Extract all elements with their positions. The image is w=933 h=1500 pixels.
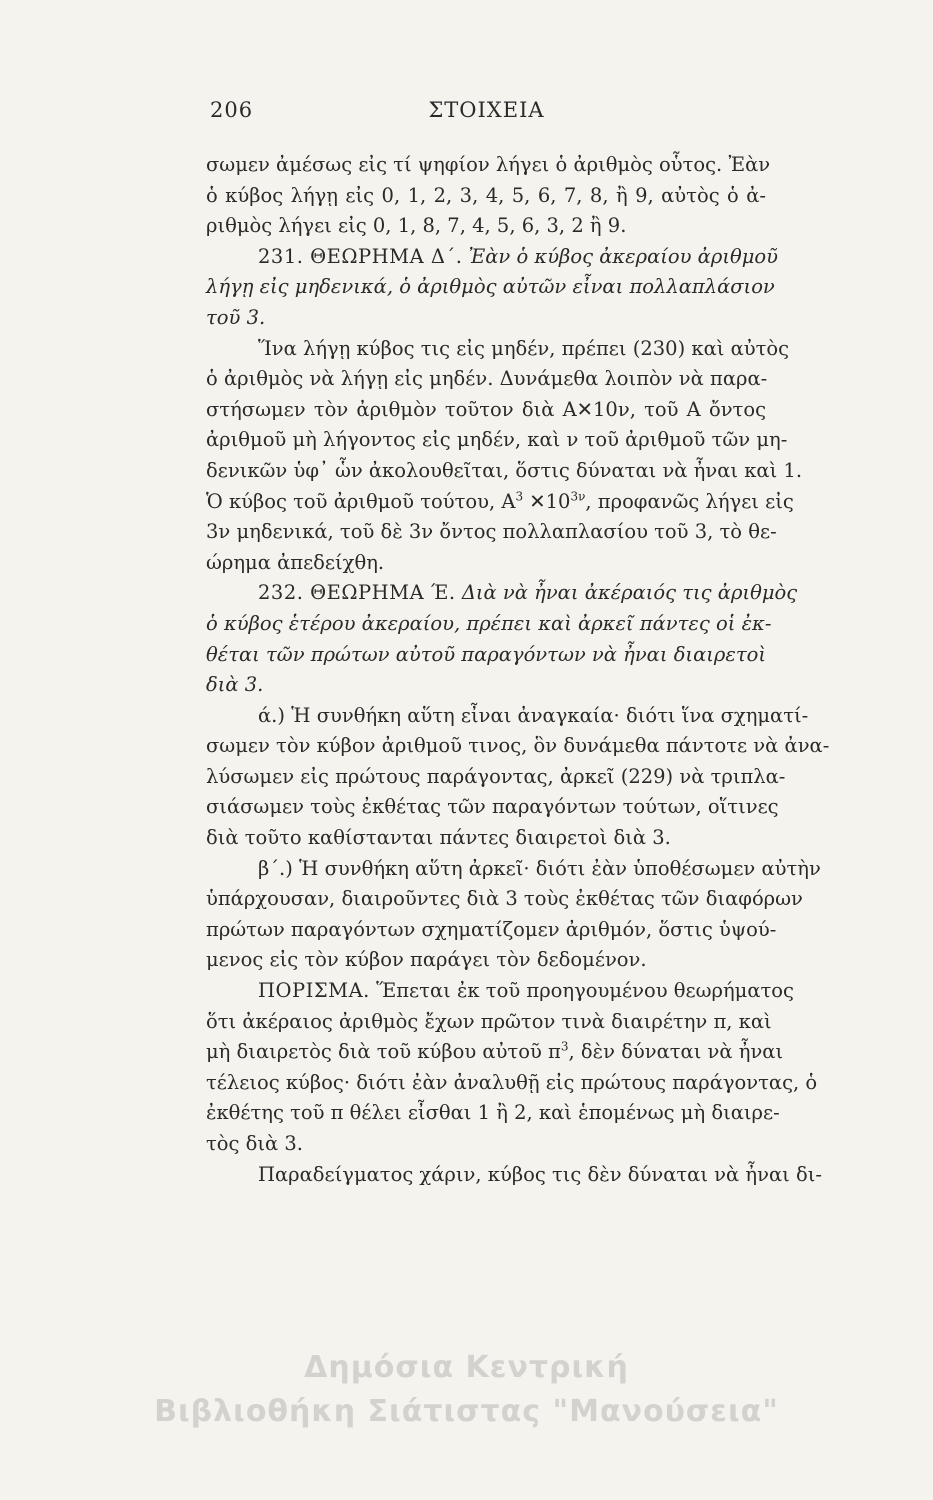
proof-b-line: β΄.) Ἡ συνθήκη αὕτη ἀρκεῖ· διότι ἐὰν ὑποθέσωμεν αὐτὴν	[258, 856, 821, 880]
proof-a-line: λύσωμεν εἰς πρώτους παράγοντας, ἀρκεῖ (229) νὰ τριπλα-	[206, 764, 786, 788]
proof-a-line: ά.) Ἡ συνθήκη αὕτη εἶναι ἀναγκαία· διότι ἵνα σχηματί-	[258, 703, 809, 727]
text-line: ὁ ἀριθμὸς νὰ λήγῃ εἰς μηδέν. Δυνάμεθα λοιπὸν νὰ παρα-	[206, 367, 768, 391]
text-segment: ✕10	[523, 489, 571, 513]
theorem-232-statement: Διὰ νὰ ἦναι ἀκέραιός τις ἀριθμὸς	[461, 581, 798, 605]
text-line: δενικῶν ὑφ᾽ ὧν ἀκολουθεῖται, ὅστις δύναται νὰ ἦναι καὶ 1.	[206, 458, 803, 482]
theorem-231-line: τοῦ 3.	[206, 305, 266, 329]
text-segment: μὴ διαιρετὸς διὰ τοῦ κύβου αὐτοῦ π	[206, 1040, 561, 1064]
watermark-line: Βιβλιοθήκη Σιάτιστας "Μανούσεια"	[154, 1394, 779, 1429]
text-line: Ἵνα λήγῃ κύβος τις εἰς μηδέν, πρέπει (230) καὶ αὐτὸς	[258, 336, 790, 360]
text-segment: , δὲν δύναται νὰ ἦναι	[568, 1040, 784, 1064]
page-number: 206	[210, 98, 254, 122]
running-title: ΣΤΟΙΧΕΙΑ	[428, 98, 545, 122]
watermark-line: Δημόσια Κεντρική	[304, 1350, 629, 1385]
text-line: στήσωμεν τὸν ἀριθμὸν τοῦτον διὰ Α✕10ν, τοῦ Α ὄντος	[206, 397, 766, 421]
theorem-232-line: ὁ κύβος ἑτέρου ἀκεραίου, πρέπει καὶ ἀρκεῖ πάντες οἱ ἐκ-	[206, 611, 772, 635]
theorem-232-heading: 232. ΘΕΩΡΗΜΑ Έ.	[258, 581, 456, 605]
exponent: 3ν	[570, 489, 586, 504]
text-line: ὁ κύβος λήγῃ εἰς 0, 1, 2, 3, 4, 5, 6, 7, 8, ἢ 9, αὐτὸς ὁ ἀ-	[206, 183, 766, 207]
theorem-231-line: λήγῃ εἰς μηδενικά, ὁ ἀριθμὸς αὐτῶν εἶναι πολλαπλάσιον	[206, 275, 775, 299]
text-line-formula	[206, 487, 794, 518]
text-line: ώρημα ἀπεδείχθη.	[206, 550, 385, 574]
corollary-line-formula	[206, 1037, 784, 1068]
proof-a-line: σιάσωμεν τοὺς ἐκθέτας τῶν παραγόντων τούτων, οἵτινες	[206, 795, 779, 819]
corollary-line: ὅτι ἀκέραιος ἀριθμὸς ἔχων πρῶτον τινὰ διαιρέτην π, καὶ	[206, 1009, 772, 1033]
proof-b-line: πρώτων παραγόντων σχηματίζομεν ἀριθμόν, ὅστις ὑψού-	[206, 917, 777, 941]
corollary-line: ἐκθέτης τοῦ π θέλει εἶσθαι 1 ἢ 2, καὶ ἑπομένως μὴ διαιρε-	[206, 1101, 780, 1125]
example-line: Παραδείγματος χάριν, κύβος τις δὲν δύναται νὰ ἦναι δι-	[258, 1162, 822, 1186]
theorem-231-heading: 231. ΘΕΩΡΗΜΑ Δ΄.	[258, 244, 463, 268]
corollary-line: τὸς διὰ 3.	[206, 1132, 304, 1155]
exponent: 3	[515, 489, 524, 504]
corollary	[206, 976, 794, 1007]
theorem-232-line: διὰ 3.	[206, 673, 264, 697]
text-line: 3ν μηδενικά, τοῦ δὲ 3ν ὄντος πολλαπλασίου τοῦ 3, τὸ θε-	[206, 520, 777, 544]
exponent: 3	[560, 1039, 569, 1054]
text-segment: , προφανῶς λήγει εἰς	[585, 489, 794, 513]
proof-b-line: ὑπάρχουσαν, διαιροῦντες διὰ 3 τοὺς ἐκθέτας τῶν διαφόρων	[206, 887, 803, 911]
text-segment: Ὁ κύβος τοῦ ἀριθμοῦ τούτου, Α	[206, 489, 516, 513]
theorem-232	[206, 578, 798, 609]
corollary-text: Ἕπεται ἐκ τοῦ προηγουμένου θεωρήματος	[376, 979, 794, 1003]
theorem-232-line: θέται τῶν πρώτων αὐτοῦ παραγόντων νὰ ἦναι διαιρετοὶ	[206, 642, 766, 666]
proof-b-line: μενος εἰς τὸν κύβον παράγει τὸν δεδομένον.	[206, 948, 647, 972]
corollary-heading: ΠΟΡΙΣΜΑ.	[258, 979, 370, 1003]
page-body	[206, 150, 830, 1190]
theorem-231	[206, 242, 778, 273]
library-watermark	[0, 1346, 933, 1434]
text-line: ἀριθμοῦ μὴ λήγοντος εἰς μηδέν, καὶ ν τοῦ ἀριθμοῦ τῶν μη-	[206, 428, 788, 452]
proof-a-line: διὰ τοῦτο καθίστανται πάντες διαιρετοὶ διὰ 3.	[206, 826, 671, 850]
text-line: ριθμὸς λήγει εἰς 0, 1, 8, 7, 4, 5, 6, 3, 2 ἢ 9.	[206, 214, 627, 238]
proof-a-line: σωμεν τὸν κύβον ἀριθμοῦ τινος, ὃν δυνάμεθα πάντοτε νὰ ἀνα-	[206, 734, 830, 758]
theorem-231-statement: Ἐὰν ὁ κύβος ἀκεραίου ἀριθμοῦ	[468, 244, 778, 268]
page-header	[210, 98, 763, 138]
text-line: σωμεν ἀμέσως εἰς τί ψηφίον λήγει ὁ ἀριθμὸς οὗτος. Ἐὰν	[206, 153, 771, 176]
corollary-line: τέλειος κύβος· διότι ἐὰν ἀναλυθῇ εἰς πρώτους παράγοντας, ὁ	[206, 1070, 818, 1094]
